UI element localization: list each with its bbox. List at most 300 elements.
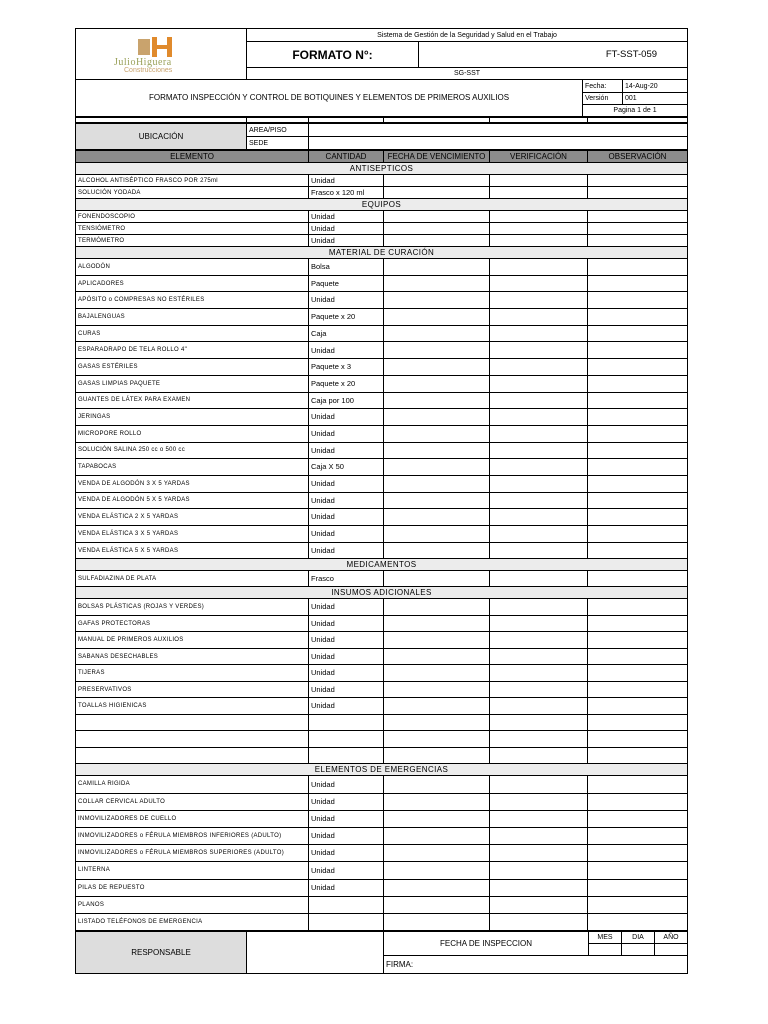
cantidad-cell: Caja (309, 325, 384, 342)
table-row (76, 325, 688, 342)
verificacion-field[interactable] (490, 211, 588, 223)
fecha-value: 14-Aug-20 (623, 80, 688, 93)
verificacion-field[interactable] (490, 442, 588, 459)
cantidad-cell: Unidad (309, 542, 384, 559)
area-piso-label: AREA/PISO (247, 124, 309, 137)
table-row (76, 827, 688, 844)
fecha-vencimiento-field[interactable] (384, 175, 490, 187)
mes-label: MES (589, 932, 622, 944)
fecha-vencimiento-field[interactable] (384, 375, 490, 392)
observacion-field[interactable] (588, 425, 688, 442)
cantidad-cell: Frasco x 120 ml (309, 187, 384, 199)
formato-code: FT-SST-059 (419, 42, 688, 68)
location-block (75, 123, 688, 150)
table-row (76, 459, 688, 476)
observacion-field[interactable] (588, 810, 688, 827)
cantidad-cell: Paquete (309, 275, 384, 292)
observacion-field[interactable] (588, 292, 688, 309)
table-row (76, 259, 688, 276)
cantidad-cell (309, 747, 384, 764)
elemento-cell: TOALLAS HIGIENICAS (76, 698, 309, 715)
cantidad-cell: Unidad (309, 827, 384, 844)
table-row (76, 342, 688, 359)
sg-sst-label: SG-SST (247, 68, 688, 80)
observacion-field[interactable] (588, 714, 688, 731)
section-title: MEDICAMENTOS (76, 559, 688, 571)
table-row (76, 896, 688, 913)
observacion-field[interactable] (588, 275, 688, 292)
verificacion-field[interactable] (490, 223, 588, 235)
observacion-field[interactable] (588, 862, 688, 879)
observacion-field[interactable] (588, 342, 688, 359)
section-title: ANTISEPTICOS (76, 163, 688, 175)
table-row (76, 542, 688, 559)
table-row (76, 698, 688, 715)
table-row (76, 571, 688, 587)
cantidad-cell: Unidad (309, 632, 384, 649)
fecha-vencimiento-field[interactable] (384, 681, 490, 698)
observacion-field[interactable] (588, 731, 688, 748)
elemento-cell: SULFADIAZINA DE PLATA (76, 571, 309, 587)
version-value: 001 (623, 93, 688, 105)
elemento-cell: CURAS (76, 325, 309, 342)
ubicacion-label: UBICACIÓN (76, 124, 247, 150)
fecha-vencimiento-field[interactable] (384, 714, 490, 731)
section-header-row (76, 247, 688, 259)
cantidad-cell: Frasco (309, 571, 384, 587)
verificacion-field[interactable] (490, 747, 588, 764)
table-row (76, 862, 688, 879)
cantidad-cell: Paquete x 20 (309, 375, 384, 392)
table-row (76, 648, 688, 665)
table-row (76, 810, 688, 827)
table-row (76, 187, 688, 199)
verificacion-field[interactable] (490, 275, 588, 292)
fecha-vencimiento-field[interactable] (384, 492, 490, 509)
table-row (76, 309, 688, 326)
fecha-vencimiento-field[interactable] (384, 827, 490, 844)
observacion-field[interactable] (588, 392, 688, 409)
company-logo (76, 29, 247, 80)
fecha-vencimiento-field[interactable] (384, 542, 490, 559)
elemento-cell: VENDA ELÁSTICA 5 X 5 YARDAS (76, 542, 309, 559)
observacion-field[interactable] (588, 442, 688, 459)
fecha-vencimiento-field[interactable] (384, 292, 490, 309)
fecha-vencimiento-field[interactable] (384, 211, 490, 223)
table-row (76, 475, 688, 492)
table-row (76, 681, 688, 698)
observacion-field[interactable] (588, 571, 688, 587)
verificacion-field[interactable] (490, 648, 588, 665)
observacion-field[interactable] (588, 776, 688, 793)
observacion-field[interactable] (588, 259, 688, 276)
sede-label: SEDE (247, 137, 309, 150)
elemento-cell: TENSIÓMETRO (76, 223, 309, 235)
elemento-cell: LINTERNA (76, 862, 309, 879)
fecha-vencimiento-field[interactable] (384, 459, 490, 476)
fecha-vencimiento-field[interactable] (384, 862, 490, 879)
fecha-vencimiento-field[interactable] (384, 275, 490, 292)
version-label: Versión (583, 93, 623, 105)
fecha-vencimiento-field[interactable] (384, 665, 490, 682)
table-row (76, 599, 688, 616)
col-elemento: ELEMENTO (76, 151, 309, 163)
table-row (76, 211, 688, 223)
observacion-field[interactable] (588, 375, 688, 392)
observacion-field[interactable] (588, 409, 688, 426)
area-piso-field[interactable] (309, 124, 688, 137)
observacion-field[interactable] (588, 665, 688, 682)
observacion-field[interactable] (588, 459, 688, 476)
table-row (76, 879, 688, 896)
elemento-cell: SABANAS DESECHABLES (76, 648, 309, 665)
observacion-field[interactable] (588, 879, 688, 896)
observacion-field[interactable] (588, 359, 688, 376)
elemento-cell: MICROPORE ROLLO (76, 425, 309, 442)
elemento-cell: LISTADO TELÉFONOS DE EMERGENCIA (76, 913, 309, 930)
verificacion-field[interactable] (490, 845, 588, 862)
verificacion-field[interactable] (490, 681, 588, 698)
table-row (76, 223, 688, 235)
fecha-vencimiento-field[interactable] (384, 223, 490, 235)
fecha-vencimiento-field[interactable] (384, 632, 490, 649)
document-title: FORMATO INSPECCIÓN Y CONTROL DE BOTIQUINES Y ELEMENTOS DE PRIMEROS AUXILIOS (76, 80, 583, 117)
table-row (76, 275, 688, 292)
verificacion-field[interactable] (490, 599, 588, 616)
dia-field[interactable] (622, 944, 655, 956)
observacion-field[interactable] (588, 509, 688, 526)
verificacion-field[interactable] (490, 615, 588, 632)
verificacion-field[interactable] (490, 665, 588, 682)
form-header (75, 28, 688, 117)
table-row (76, 509, 688, 526)
section-header-row (76, 587, 688, 599)
observacion-field[interactable] (588, 175, 688, 187)
section-header-row (76, 163, 688, 175)
section-title: INSUMOS ADICIONALES (76, 587, 688, 599)
verificacion-field[interactable] (490, 810, 588, 827)
fecha-vencimiento-field[interactable] (384, 648, 490, 665)
elemento-cell: SOLUCIÓN YODADA (76, 187, 309, 199)
elemento-cell: PRESERVATIVOS (76, 681, 309, 698)
anio-field[interactable] (655, 944, 688, 956)
elemento-cell: GASAS LIMPIAS PAQUETE (76, 375, 309, 392)
table-row (76, 292, 688, 309)
verificacion-field[interactable] (490, 571, 588, 587)
fecha-vencimiento-field[interactable] (384, 810, 490, 827)
observacion-field[interactable] (588, 747, 688, 764)
fecha-vencimiento-field[interactable] (384, 793, 490, 810)
cantidad-cell: Unidad (309, 793, 384, 810)
items-table (75, 150, 688, 931)
fecha-vencimiento-field[interactable] (384, 571, 490, 587)
cantidad-cell: Unidad (309, 409, 384, 426)
fecha-vencimiento-field[interactable] (384, 425, 490, 442)
elemento-cell: PILAS DE REPUESTO (76, 879, 309, 896)
col-verificacion: VERIFICACIÓN (490, 151, 588, 163)
observacion-field[interactable] (588, 211, 688, 223)
fecha-vencimiento-field[interactable] (384, 879, 490, 896)
col-cantidad: CANTIDAD (309, 151, 384, 163)
mes-field[interactable] (589, 944, 622, 956)
cantidad-cell: Caja X 50 (309, 459, 384, 476)
anio-label: AÑO (655, 932, 688, 944)
cantidad-cell: Unidad (309, 342, 384, 359)
elemento-cell: GASAS ESTÉRILES (76, 359, 309, 376)
fecha-vencimiento-field[interactable] (384, 731, 490, 748)
verificacion-field[interactable] (490, 793, 588, 810)
elemento-cell: FONENDOSCOPIO (76, 211, 309, 223)
elemento-cell: TAPABOCAS (76, 459, 309, 476)
verificacion-field[interactable] (490, 862, 588, 879)
table-row (76, 392, 688, 409)
responsable-label: RESPONSABLE (76, 932, 247, 974)
verificacion-field[interactable] (490, 827, 588, 844)
cantidad-cell: Unidad (309, 475, 384, 492)
verificacion-field[interactable] (490, 526, 588, 543)
fecha-vencimiento-field[interactable] (384, 776, 490, 793)
elemento-cell (76, 714, 309, 731)
elemento-cell: MANUAL DE PRIMEROS AUXILIOS (76, 632, 309, 649)
cantidad-cell (309, 714, 384, 731)
cantidad-cell: Unidad (309, 425, 384, 442)
fecha-inspeccion-label: FECHA DE INSPECCION (384, 932, 589, 956)
table-row (76, 492, 688, 509)
table-row (76, 359, 688, 376)
cantidad-cell: Unidad (309, 526, 384, 543)
form-footer (75, 931, 688, 974)
table-row (76, 409, 688, 426)
table-row (76, 665, 688, 682)
fecha-label: Fecha: (583, 80, 623, 93)
cantidad-cell: Unidad (309, 810, 384, 827)
verificacion-field[interactable] (490, 292, 588, 309)
verificacion-field[interactable] (490, 187, 588, 199)
cantidad-cell (309, 896, 384, 913)
fecha-vencimiento-field[interactable] (384, 309, 490, 326)
fecha-vencimiento-field[interactable] (384, 409, 490, 426)
verificacion-field[interactable] (490, 425, 588, 442)
table-row (76, 615, 688, 632)
observacion-field[interactable] (588, 187, 688, 199)
elemento-cell: GUANTES DE LÁTEX PARA EXAMEN (76, 392, 309, 409)
verificacion-field[interactable] (490, 235, 588, 247)
elemento-cell: ALCOHOL ANTISÉPTICO FRASCO POR 275ml (76, 175, 309, 187)
verificacion-field[interactable] (490, 542, 588, 559)
verificacion-field[interactable] (490, 342, 588, 359)
fecha-vencimiento-field[interactable] (384, 325, 490, 342)
cantidad-cell: Unidad (309, 442, 384, 459)
fecha-vencimiento-field[interactable] (384, 747, 490, 764)
verificacion-field[interactable] (490, 698, 588, 715)
system-title: Sistema de Gestión de la Seguridad y Salud en el Trabajo (247, 29, 688, 42)
verificacion-field[interactable] (490, 175, 588, 187)
table-row (76, 442, 688, 459)
sede-field[interactable] (309, 137, 688, 150)
observacion-field[interactable] (588, 845, 688, 862)
verificacion-field[interactable] (490, 309, 588, 326)
verificacion-field[interactable] (490, 632, 588, 649)
fecha-vencimiento-field[interactable] (384, 615, 490, 632)
elemento-cell: VENDA ELÁSTICA 2 X 5 YARDAS (76, 509, 309, 526)
cantidad-cell (309, 913, 384, 930)
observacion-field[interactable] (588, 913, 688, 930)
fecha-vencimiento-field[interactable] (384, 913, 490, 930)
table-row (76, 714, 688, 731)
elemento-cell: ALGODÓN (76, 259, 309, 276)
table-row (76, 845, 688, 862)
observacion-field[interactable] (588, 632, 688, 649)
observacion-field[interactable] (588, 542, 688, 559)
fecha-vencimiento-field[interactable] (384, 475, 490, 492)
section-header-row (76, 199, 688, 211)
fecha-vencimiento-field[interactable] (384, 599, 490, 616)
cantidad-cell: Unidad (309, 599, 384, 616)
section-header-row (76, 559, 688, 571)
responsable-field[interactable] (247, 932, 384, 974)
observacion-field[interactable] (588, 681, 688, 698)
observacion-field[interactable] (588, 896, 688, 913)
observacion-field[interactable] (588, 526, 688, 543)
elemento-cell: VENDA DE ALGODÓN 5 X 5 YARDAS (76, 492, 309, 509)
verificacion-field[interactable] (490, 896, 588, 913)
logo-name: JulioHiguera (114, 57, 172, 68)
verificacion-field[interactable] (490, 359, 588, 376)
verificacion-field[interactable] (490, 259, 588, 276)
cantidad-cell (309, 731, 384, 748)
elemento-cell (76, 747, 309, 764)
fecha-vencimiento-field[interactable] (384, 526, 490, 543)
table-row (76, 731, 688, 748)
elemento-cell (76, 731, 309, 748)
elemento-cell: APLICADORES (76, 275, 309, 292)
elemento-cell: VENDA DE ALGODÓN 3 X 5 YARDAS (76, 475, 309, 492)
table-row (76, 632, 688, 649)
table-row (76, 747, 688, 764)
elemento-cell: INMOVILIZADORES o FÉRULA MIEMBROS SUPERIORES (ADULTO) (76, 845, 309, 862)
fecha-vencimiento-field[interactable] (384, 698, 490, 715)
col-observacion: OBSERVACIÓN (588, 151, 688, 163)
cantidad-cell: Unidad (309, 492, 384, 509)
verificacion-field[interactable] (490, 392, 588, 409)
observacion-field[interactable] (588, 827, 688, 844)
observacion-field[interactable] (588, 325, 688, 342)
observacion-field[interactable] (588, 698, 688, 715)
section-title: EQUIPOS (76, 199, 688, 211)
cantidad-cell: Unidad (309, 175, 384, 187)
observacion-field[interactable] (588, 475, 688, 492)
cantidad-cell: Unidad (309, 615, 384, 632)
elemento-cell: INMOVILIZADORES DE CUELLO (76, 810, 309, 827)
table-row (76, 793, 688, 810)
table-row (76, 913, 688, 930)
firma-field[interactable] (384, 956, 688, 974)
fecha-vencimiento-field[interactable] (384, 259, 490, 276)
verificacion-field[interactable] (490, 475, 588, 492)
observacion-field[interactable] (588, 235, 688, 247)
cantidad-cell: Unidad (309, 509, 384, 526)
column-header-row (76, 151, 688, 163)
cantidad-cell: Unidad (309, 235, 384, 247)
fecha-vencimiento-field[interactable] (384, 442, 490, 459)
inspection-form (75, 28, 687, 974)
observacion-field[interactable] (588, 223, 688, 235)
table-row (76, 776, 688, 793)
verificacion-field[interactable] (490, 731, 588, 748)
verificacion-field[interactable] (490, 492, 588, 509)
cantidad-cell: Caja por 100 (309, 392, 384, 409)
cantidad-cell: Unidad (309, 776, 384, 793)
elemento-cell: CAMILLA RIGIDA (76, 776, 309, 793)
verificacion-field[interactable] (490, 714, 588, 731)
section-title: ELEMENTOS DE EMERGENCIAS (76, 764, 688, 776)
cantidad-cell: Paquete x 20 (309, 309, 384, 326)
verificacion-field[interactable] (490, 459, 588, 476)
verificacion-field[interactable] (490, 776, 588, 793)
section-header-row (76, 764, 688, 776)
section-title: MATERIAL DE CURACIÓN (76, 247, 688, 259)
cantidad-cell: Unidad (309, 648, 384, 665)
verificacion-field[interactable] (490, 509, 588, 526)
elemento-cell: VENDA ELÁSTICA 3 X 5 YARDAS (76, 526, 309, 543)
observacion-field[interactable] (588, 599, 688, 616)
elemento-cell: PLANOS (76, 896, 309, 913)
fecha-vencimiento-field[interactable] (384, 845, 490, 862)
fecha-vencimiento-field[interactable] (384, 342, 490, 359)
cantidad-cell: Unidad (309, 681, 384, 698)
fecha-vencimiento-field[interactable] (384, 896, 490, 913)
verificacion-field[interactable] (490, 879, 588, 896)
cantidad-cell: Unidad (309, 223, 384, 235)
elemento-cell: TIJERAS (76, 665, 309, 682)
observacion-field[interactable] (588, 492, 688, 509)
cantidad-cell: Unidad (309, 845, 384, 862)
elemento-cell: GAFAS PROTECTORAS (76, 615, 309, 632)
elemento-cell: JERINGAS (76, 409, 309, 426)
cantidad-cell: Unidad (309, 292, 384, 309)
elemento-cell: TERMÓMETRO (76, 235, 309, 247)
verificacion-field[interactable] (490, 375, 588, 392)
page-count: Pagina 1 de 1 (583, 105, 688, 117)
observacion-field[interactable] (588, 309, 688, 326)
cantidad-cell: Unidad (309, 862, 384, 879)
cantidad-cell: Unidad (309, 698, 384, 715)
formato-label: FORMATO N°: (247, 42, 419, 68)
col-fecha-vencimiento: FECHA DE VENCIMIENTO (384, 151, 490, 163)
cantidad-cell: Unidad (309, 211, 384, 223)
table-row (76, 235, 688, 247)
elemento-cell: INMOVILIZADORES o FÉRULA MIEMBROS INFERIORES (ADULTO) (76, 827, 309, 844)
table-row (76, 175, 688, 187)
observacion-field[interactable] (588, 615, 688, 632)
verificacion-field[interactable] (490, 409, 588, 426)
elemento-cell: APÓSITO o COMPRESAS NO ESTÉRILES (76, 292, 309, 309)
table-row (76, 425, 688, 442)
observacion-field[interactable] (588, 793, 688, 810)
cantidad-cell: Unidad (309, 665, 384, 682)
fecha-vencimiento-field[interactable] (384, 187, 490, 199)
verificacion-field[interactable] (490, 913, 588, 930)
verificacion-field[interactable] (490, 325, 588, 342)
fecha-vencimiento-field[interactable] (384, 509, 490, 526)
elemento-cell: BOLSAS PLÁSTICAS (ROJAS Y VERDES) (76, 599, 309, 616)
cantidad-cell: Unidad (309, 879, 384, 896)
observacion-field[interactable] (588, 648, 688, 665)
fecha-vencimiento-field[interactable] (384, 392, 490, 409)
fecha-vencimiento-field[interactable] (384, 359, 490, 376)
fecha-vencimiento-field[interactable] (384, 235, 490, 247)
elemento-cell: BAJALENGUAS (76, 309, 309, 326)
